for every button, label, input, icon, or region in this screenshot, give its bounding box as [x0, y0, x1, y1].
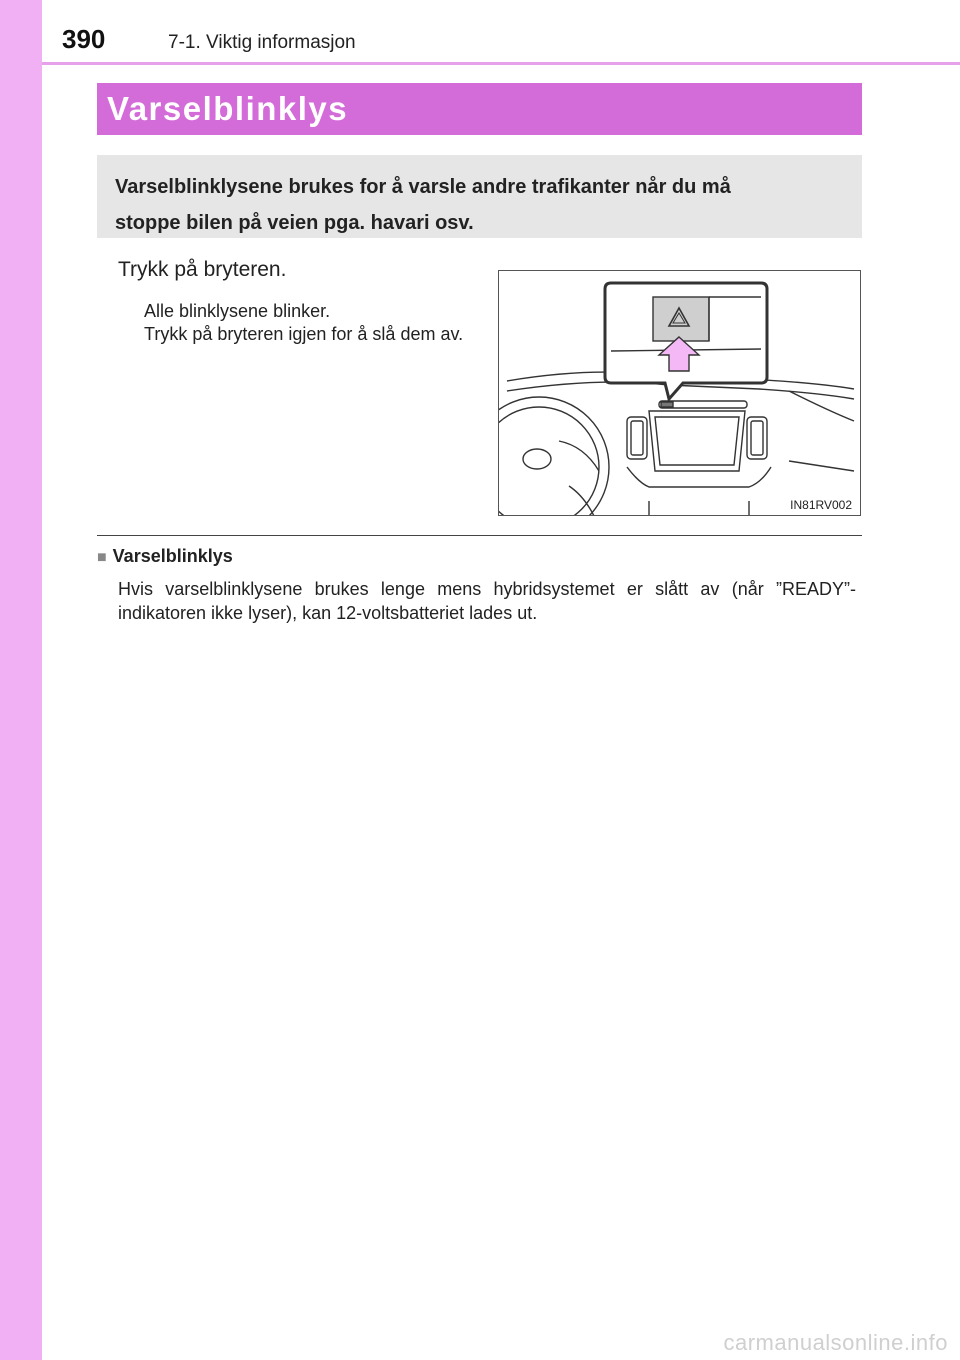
figure-code: IN81RV002 — [790, 498, 852, 512]
chapter-side-tab — [0, 0, 42, 1360]
instruction-detail — [144, 300, 478, 346]
dashboard-drawing — [499, 271, 861, 516]
section-title-bar — [97, 83, 862, 135]
detail-line-2: Trykk på bryteren igjen for å slå dem av. — [144, 324, 464, 344]
note-text: Hvis varselblinklysene brukes lenge mens hybridsystemet er slått av (når ”READY”-indikatoren ikke lyser), kan 12-voltsbatteriet lades ut. — [118, 579, 856, 623]
summary-line-1: Varselblinklysene brukes for å varsle andre trafikanter når du må — [115, 176, 731, 198]
instruction-step: Trykk på bryteren. — [118, 258, 287, 281]
note-heading-text: Varselblinklys — [112, 546, 233, 566]
bullet-square-icon: ■ — [97, 549, 107, 566]
section-title: Varselblinklys — [107, 90, 349, 127]
header-rule — [42, 62, 960, 65]
note-heading — [97, 546, 233, 567]
chapter-title: 7-1. Viktig informasjon — [168, 32, 356, 53]
page-number: 390 — [62, 24, 106, 54]
summary-line-2: stoppe bilen på veien pga. havari osv. — [115, 212, 474, 234]
section-summary — [97, 155, 862, 238]
detail-line-1: Alle blinklysene blinker. — [144, 301, 331, 321]
section-divider — [97, 535, 862, 536]
watermark: carmanualsonline.info — [723, 1330, 948, 1355]
dashboard-illustration — [498, 270, 861, 516]
